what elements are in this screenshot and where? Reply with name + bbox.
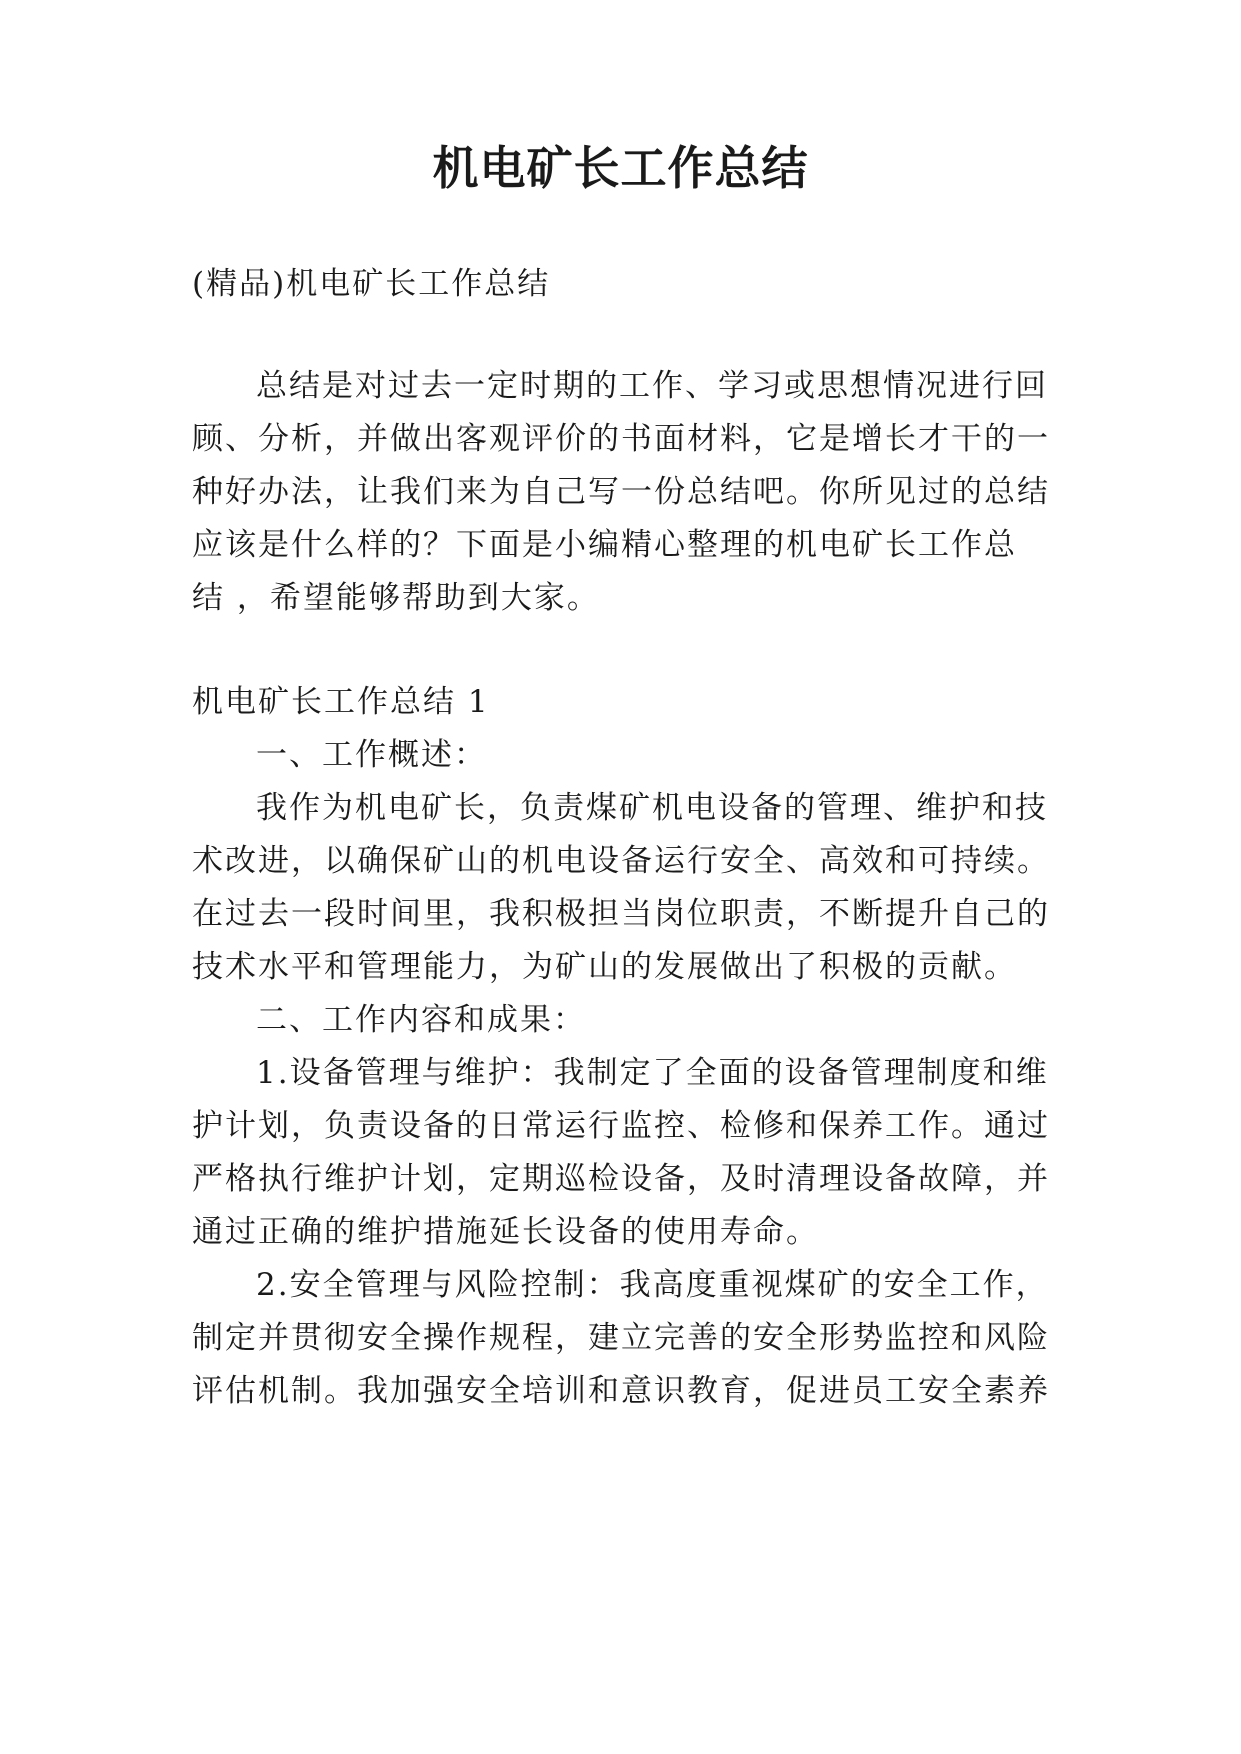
intro-line: 结 ，希望能够帮助到大家。: [192, 580, 600, 616]
intro-line: 总结是对过去一定时期的工作、学习或思想情况进行回: [256, 368, 1048, 404]
item1-line: 严格执行维护计划，定期巡检设备，及时清理设备故障，并: [192, 1161, 1050, 1197]
item2-line: 制定并贯彻安全操作规程，建立完善的安全形势监控和风险: [192, 1320, 1050, 1356]
overview-line: 在过去一段时间里，我积极担当岗位职责，不断提升自己的: [192, 896, 1050, 932]
overview-line: 术改进，以确保矿山的机电设备运行安全、高效和可持续。: [192, 843, 1050, 879]
intro-line: 种好办法，让我们来为自己写一份总结吧。你所见过的总结: [192, 474, 1050, 510]
document-subtitle: (精品)机电矿长工作总结: [192, 266, 551, 302]
heading-overview: 一、工作概述：: [256, 737, 487, 773]
overview-line: 技术水平和管理能力，为矿山的发展做出了积极的贡献。: [192, 949, 1017, 985]
section-title: 机电矿长工作总结 1: [192, 684, 490, 720]
overview-line: 我作为机电矿长，负责煤矿机电设备的管理、维护和技: [256, 790, 1048, 826]
heading-content-results: 二、工作内容和成果：: [256, 1002, 586, 1038]
item1-line: 护计划，负责设备的日常运行监控、检修和保养工作。通过: [192, 1108, 1050, 1144]
item1-line: 1.设备管理与维护：我制定了全面的设备管理制度和维: [256, 1055, 1049, 1091]
intro-line: 顾、分析，并做出客观评价的书面材料，它是增长才干的一: [192, 421, 1050, 457]
item1-line: 通过正确的维护措施延长设备的使用寿命。: [192, 1214, 819, 1250]
document-title: 机电矿长工作总结: [432, 141, 809, 195]
intro-line: 应该是什么样的？下面是小编精心整理的机电矿长工作总: [192, 527, 1017, 563]
item2-line: 2.安全管理与风险控制：我高度重视煤矿的安全工作，: [256, 1267, 1049, 1303]
item2-line: 评估机制。我加强安全培训和意识教育，促进员工安全素养: [192, 1373, 1050, 1409]
